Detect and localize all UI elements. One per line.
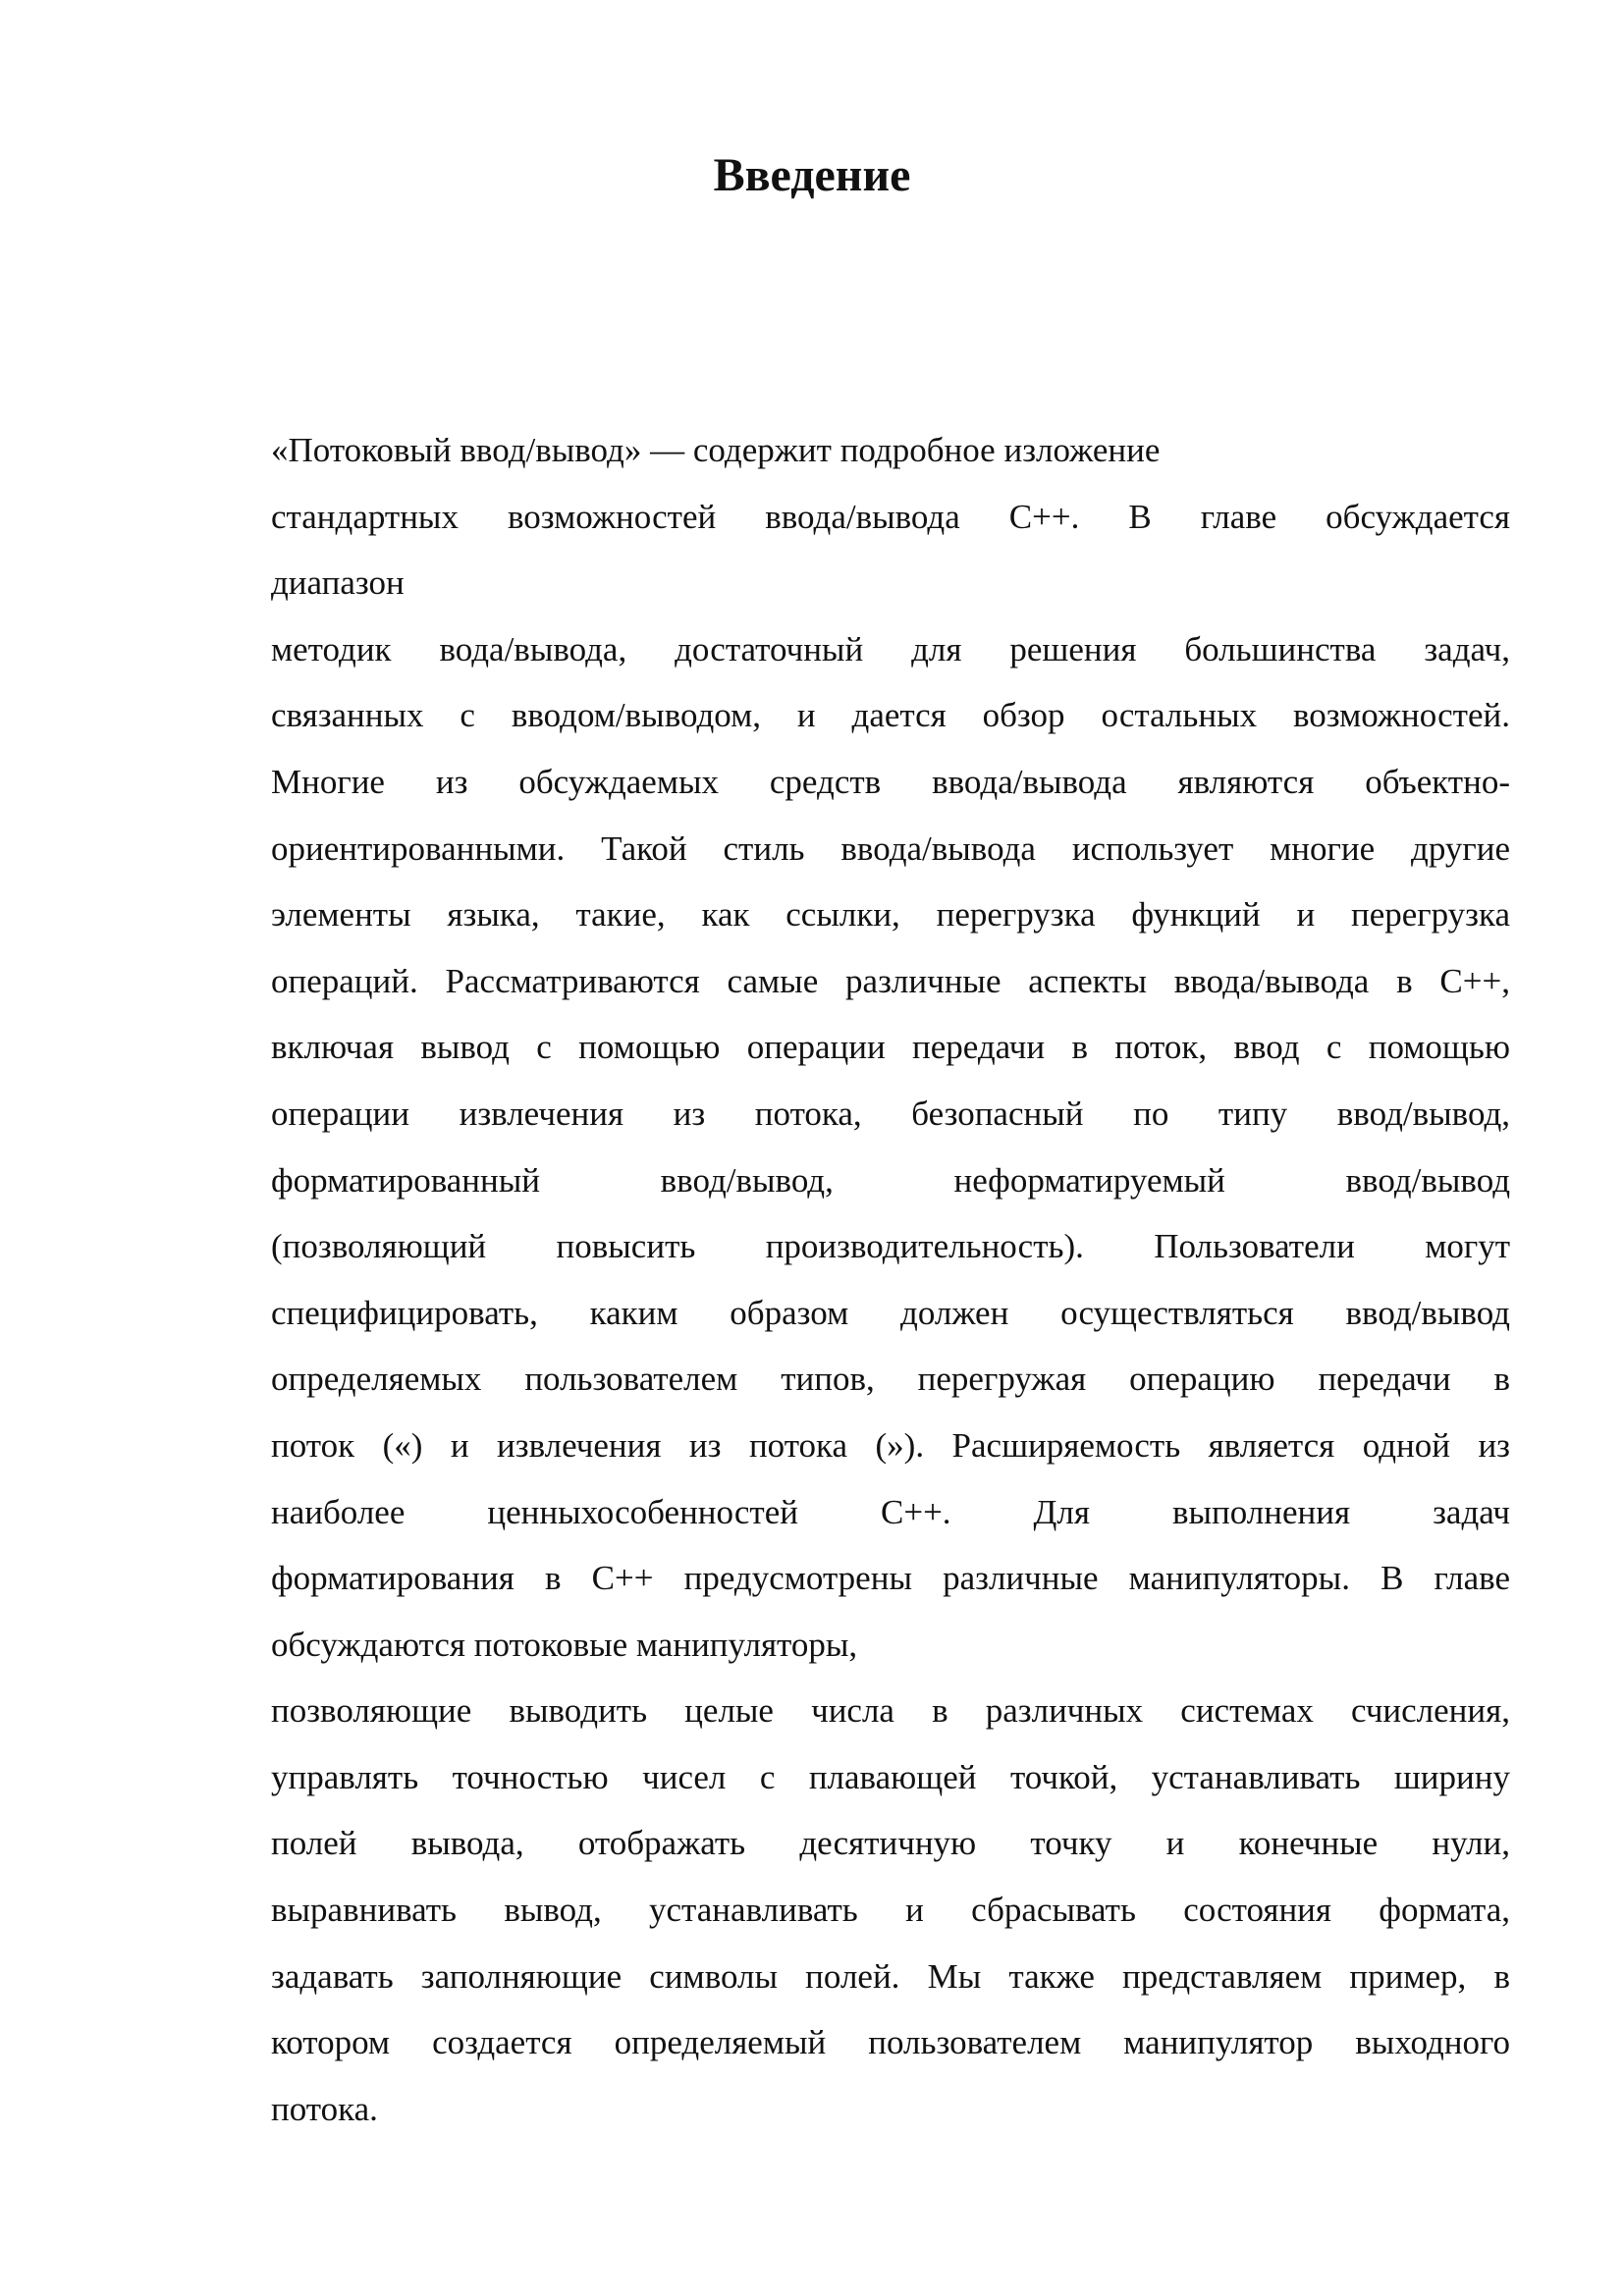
text-line: (позволяющий повысить производительность). Пользователи могут — [271, 1227, 1510, 1266]
text-line: позволяющие выводить целые числа в различных системах счисления, — [271, 1691, 1510, 1731]
text-line: потока. — [271, 2089, 378, 2128]
text-line: поток («) и извлечения из потока (»). Расширяемость является одной из — [271, 1425, 1510, 1465]
body-paragraph — [271, 417, 1510, 2142]
text-line: обсуждаются потоковые манипуляторы, — [271, 1625, 858, 1664]
text-line: диапазон — [271, 563, 405, 603]
text-line: специфицировать, каким образом должен осуществляться ввод/вывод — [271, 1293, 1510, 1332]
text-line: управлять точностью чисел с плавающей точкой, устанавливать ширину — [271, 1757, 1510, 1796]
text-line: элементы языка, такие, как ссылки, перегрузка функций и перегрузка — [271, 895, 1510, 934]
text-line: операций. Рассматриваются самые различные аспекты ввода/вывода в С++, — [271, 961, 1510, 1000]
page-title: Введение — [713, 149, 911, 201]
text-line: Многие из обсуждаемых средств ввода/вывода являются объектно- — [271, 762, 1510, 801]
text-line: определяемых пользователем типов, перегружая операцию передачи в — [271, 1360, 1510, 1399]
text-line: задавать заполняющие символы полей. Мы также представляем пример, в — [271, 1956, 1510, 1996]
text-line: включая вывод с помощью операции передачи в поток, ввод с помощью — [271, 1028, 1510, 1067]
text-line: операции извлечения из потока, безопасный по типу ввод/вывод, — [271, 1094, 1510, 1133]
text-line: форматированный ввод/вывод, неформатируемый ввод/вывод — [271, 1160, 1510, 1200]
text-line: наиболее ценныхособенностей С++. Для выполнения задач — [271, 1492, 1510, 1531]
text-line: котором создается определяемый пользователем манипулятор выходного — [271, 2023, 1510, 2062]
text-line: выравнивать вывод, устанавливать и сбрасывать состояния формата, — [271, 1891, 1510, 1930]
text-line: ориентированными. Такой стиль ввода/вывода использует многие другие — [271, 828, 1510, 868]
text-line: стандартных возможностей ввода/вывода С++. В главе обсуждается — [271, 497, 1510, 536]
text-line: методик вода/вывода, достаточный для решения большинства задач, — [271, 629, 1510, 668]
text-line: форматирования в С++ предусмотрены различные манипуляторы. В главе — [271, 1559, 1510, 1598]
text-line: полей вывода, отображать десятичную точку и конечные нули, — [271, 1824, 1510, 1863]
text-line: «Потоковый ввод/вывод» — содержит подробное изложение — [271, 431, 1161, 469]
text-line: связанных с вводом/выводом, и дается обзор остальных возможностей. — [271, 696, 1510, 735]
